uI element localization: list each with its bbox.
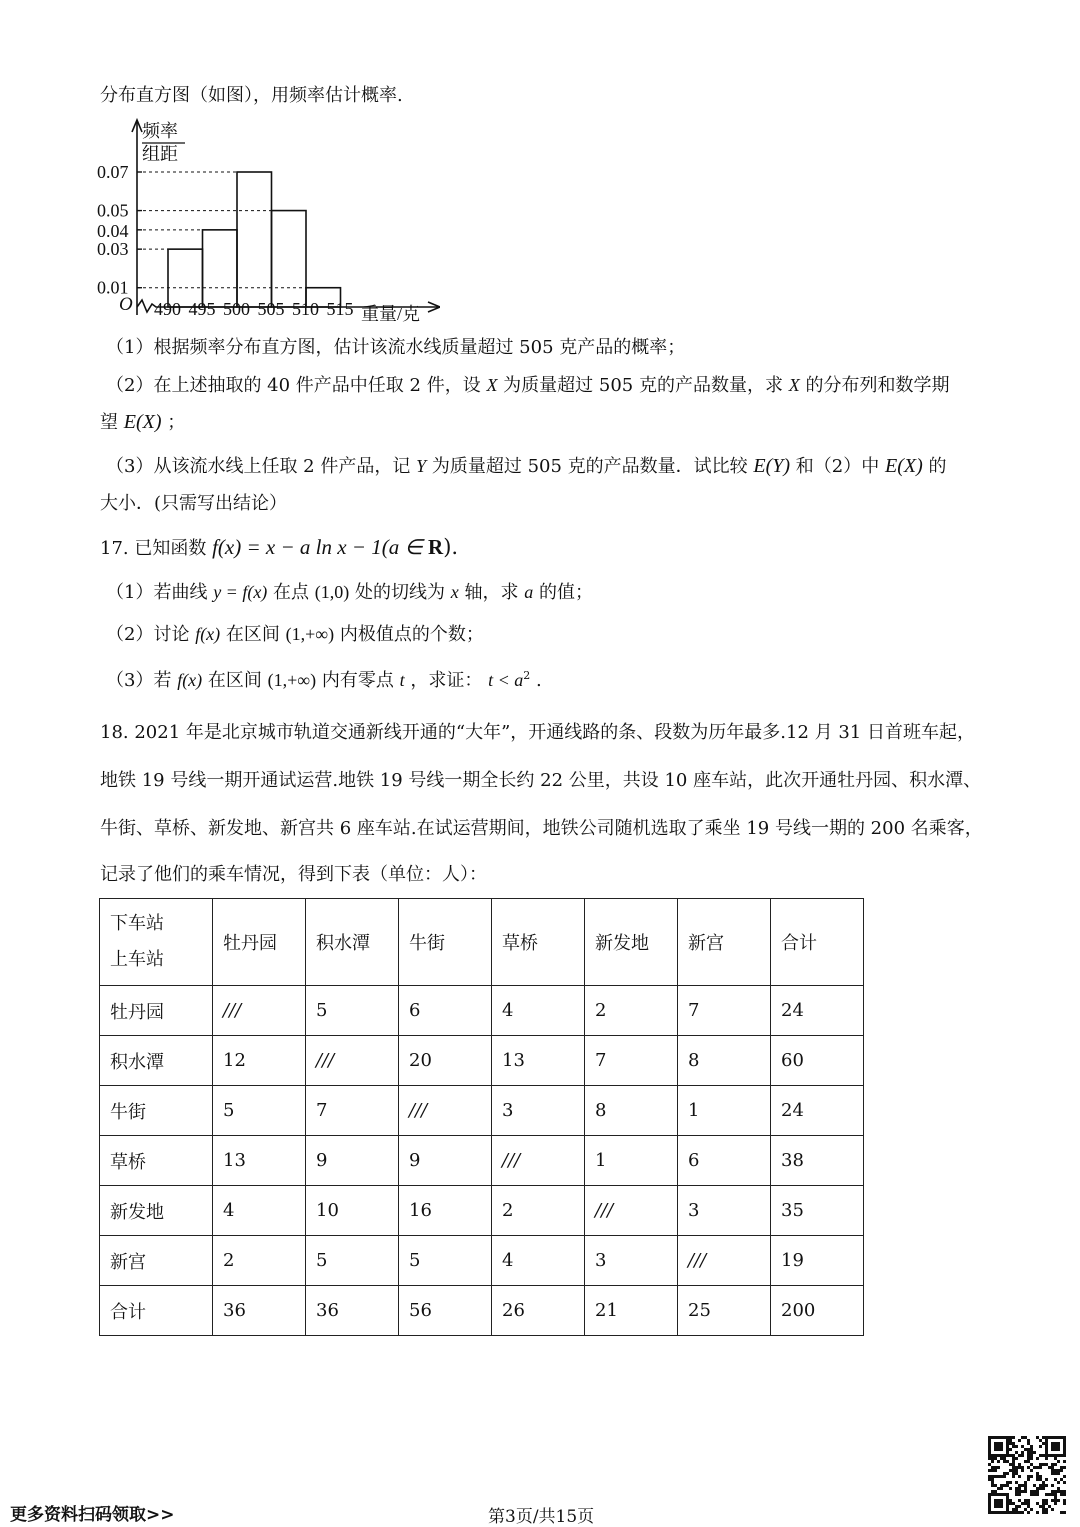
table-cell: /// — [678, 1236, 771, 1286]
row-label: 牡丹园 — [100, 986, 213, 1036]
q17-p2-b: 在区间 — [225, 624, 280, 645]
table-cell: 6 — [678, 1136, 771, 1186]
table-cell: 1 — [585, 1136, 678, 1186]
table-cell: 19 — [771, 1236, 864, 1286]
table-row — [100, 986, 864, 1036]
row-label: 新宫 — [100, 1236, 213, 1286]
var-t: t — [399, 670, 405, 690]
q17-stem — [100, 535, 458, 561]
row-label: 积水潭 — [100, 1036, 213, 1086]
q17-p1-d: 轴，求 — [464, 582, 519, 603]
table-cell: 13 — [492, 1036, 585, 1086]
table-row — [100, 1286, 864, 1336]
x-tick-label: 495 — [188, 299, 216, 319]
histogram-bar — [237, 172, 272, 307]
q18-line1: 18. 2021 年是北京城市轨道交通新线开通的“大年”，开通线路的条、段数为历年最多.12 月 31 日首班车起， — [100, 722, 975, 743]
table-cell: 10 — [306, 1186, 399, 1236]
table-row — [100, 1136, 864, 1186]
table-header-cell: 牡丹园 — [213, 899, 306, 986]
table-cell: 4 — [492, 986, 585, 1036]
q18-line3: 牛街、草桥、新发地、新宫共 6 座车站.在试运营期间，地铁公司随机选取了乘坐 19 号线一期的 200 名乘客， — [100, 818, 983, 839]
q16-part2-line1 — [106, 373, 949, 398]
fx: f(x) — [177, 670, 203, 690]
interval: (1,+∞) — [285, 624, 335, 644]
table-header-cell: 合计 — [771, 899, 864, 986]
real-set-symbol: R — [428, 535, 444, 559]
x-tick-label: 500 — [223, 299, 250, 319]
q17-p3-c: 内有零点 — [321, 670, 394, 691]
table-cell: 5 — [399, 1236, 492, 1286]
q17-p2-c: 内极值点的个数； — [339, 624, 484, 645]
table-cell: 5 — [213, 1086, 306, 1136]
corner-top: 下车站 — [110, 913, 164, 934]
table-header-cell: 积水潭 — [306, 899, 399, 986]
q17-p1-b: 在点 — [273, 582, 310, 603]
x-tick-label: 515 — [326, 299, 354, 319]
q16-p3-a: （3）从该流水线上任取 2 件产品，记 — [106, 456, 411, 477]
q16-part1: （1）根据频率分布直方图，估计该流水线质量超过 505 克产品的概率； — [106, 337, 686, 358]
table-cell: /// — [399, 1086, 492, 1136]
q16-p3-b: 为质量超过 505 克的产品数量．试比较 — [431, 456, 748, 477]
table-header-row — [100, 899, 864, 986]
y-tick-label: 0.07 — [97, 162, 129, 182]
x-tick-label: 510 — [292, 299, 319, 319]
table-cell: 36 — [213, 1286, 306, 1336]
table-cell: 3 — [492, 1086, 585, 1136]
q16-p3-d: 的 — [928, 456, 947, 477]
histogram-bar — [203, 230, 238, 307]
table-cell: /// — [585, 1186, 678, 1236]
y-tick-label: 0.05 — [97, 200, 129, 221]
q17-p1-c: 处的切线为 — [355, 582, 446, 603]
y-tick-label: 0.01 — [97, 277, 129, 298]
table-row — [100, 1036, 864, 1086]
table-cell: 6 — [399, 986, 492, 1036]
table-header-cell: 牛街 — [399, 899, 492, 986]
q17-p1-e: 的值； — [538, 582, 593, 603]
q16-part3-line2: 大小．(只需写出结论） — [100, 493, 288, 514]
table-cell: 7 — [585, 1036, 678, 1086]
table-cell: 24 — [771, 1086, 864, 1136]
y-tick-label: 0.04 — [97, 220, 129, 241]
q16-p2-a: （2）在上述抽取的 40 件产品中任取 2 件，设 — [106, 375, 481, 396]
q17-p3-d: ，求证： — [410, 670, 483, 691]
fx: f(x) — [195, 624, 221, 644]
q17-part3 — [106, 664, 542, 693]
table-cell: 3 — [678, 1186, 771, 1236]
table-cell: 35 — [771, 1186, 864, 1236]
q17-p3-b: 在区间 — [207, 670, 262, 691]
var-y: Y — [416, 456, 427, 476]
inequality: t < a — [488, 670, 524, 690]
var-a: a — [524, 582, 534, 602]
table-row — [100, 1236, 864, 1286]
table-header-cell: 草桥 — [492, 899, 585, 986]
table-header-cell: 新宫 — [678, 899, 771, 986]
ylabel-top: 频率 — [142, 121, 178, 141]
table-cell: 5 — [306, 1236, 399, 1286]
table-cell: 24 — [771, 986, 864, 1036]
table-cell: /// — [213, 986, 306, 1036]
var-x: X — [788, 375, 800, 395]
table-cell: 3 — [585, 1236, 678, 1286]
table-cell: 5 — [306, 986, 399, 1036]
frequency-histogram — [90, 112, 440, 327]
table-cell: 8 — [678, 1036, 771, 1086]
interval: (1,+∞) — [267, 670, 317, 690]
origin-label: O — [119, 294, 133, 315]
q16-part2-line2 — [100, 410, 185, 435]
table-cell: 60 — [771, 1036, 864, 1086]
table-cell: 20 — [399, 1036, 492, 1086]
q17-part2 — [106, 622, 484, 647]
q18-line4: 记录了他们的乘车情况，得到下表（单位：人）： — [100, 864, 487, 885]
q16-part3-line1 — [106, 454, 946, 479]
table-cell: 12 — [213, 1036, 306, 1086]
ylabel-bottom: 组距 — [142, 144, 178, 164]
table-cell: 16 — [399, 1186, 492, 1236]
q17-p3-a: （3）若 — [106, 670, 172, 691]
table-cell: 38 — [771, 1136, 864, 1186]
exponent: 2 — [523, 669, 531, 682]
table-row — [100, 1086, 864, 1136]
q17-part1 — [106, 580, 593, 605]
table-cell: /// — [306, 1036, 399, 1086]
point-1-0: (1,0) — [314, 582, 350, 602]
table-cell: 200 — [771, 1286, 864, 1336]
table-cell: 56 — [399, 1286, 492, 1336]
intro-line: 分布直方图（如图），用频率估计概率. — [100, 85, 403, 106]
x-tick-label: 505 — [257, 299, 285, 319]
x-tick-label: 490 — [154, 299, 181, 319]
table-cell: 36 — [306, 1286, 399, 1336]
table-cell: 25 — [678, 1286, 771, 1336]
row-label: 合计 — [100, 1286, 213, 1336]
q17-stem-end: ). — [443, 535, 459, 559]
table-cell: 2 — [213, 1236, 306, 1286]
q16-p2-b: 为质量超过 505 克的产品数量，求 — [503, 375, 783, 396]
q17-p1-a: （1）若曲线 — [106, 582, 208, 603]
table-cell: 2 — [492, 1186, 585, 1236]
table-cell: 26 — [492, 1286, 585, 1336]
table-cell: 13 — [213, 1136, 306, 1186]
xlabel: 重量/克 — [361, 304, 421, 324]
q16-p3-c: 和（2）中 — [795, 456, 880, 477]
table-cell: 4 — [213, 1186, 306, 1236]
table-cell: 8 — [585, 1086, 678, 1136]
q18-line2: 地铁 19 号线一期开通试运营.地铁 19 号线一期全长约 22 公里，共设 10 座车站，此次开通牡丹园、积水潭、 — [100, 770, 982, 791]
qr-code — [988, 1436, 1066, 1514]
histogram-bar — [272, 211, 307, 307]
table-cell: 7 — [306, 1086, 399, 1136]
table-cell: /// — [492, 1136, 585, 1186]
curve-formula: y = f(x) — [213, 582, 268, 602]
corner-bottom: 上车站 — [110, 949, 164, 970]
q16-p2-e: ； — [167, 412, 186, 433]
table-cell: 9 — [399, 1136, 492, 1186]
q16-p2-d: 望 — [100, 412, 118, 433]
q17-p2-a: （2）讨论 — [106, 624, 190, 645]
table-cell: 21 — [585, 1286, 678, 1336]
row-label: 新发地 — [100, 1186, 213, 1236]
row-label: 草桥 — [100, 1136, 213, 1186]
page-number: 第3页/共15页 — [488, 1507, 595, 1527]
passenger-table — [99, 898, 864, 1336]
var-x-axis: x — [450, 582, 459, 602]
table-cell: 4 — [492, 1236, 585, 1286]
y-tick-label: 0.03 — [97, 239, 129, 260]
table-corner-cell — [100, 899, 213, 986]
q17-stem-a: 17. 已知函数 — [100, 538, 207, 559]
expectation-ex: E(X) — [123, 411, 162, 433]
table-header-cell: 新发地 — [585, 899, 678, 986]
q17-formula: f(x) = x − a ln x − 1(a ∈ — [212, 535, 429, 559]
q17-p3-end: . — [535, 670, 542, 691]
table-cell: 9 — [306, 1136, 399, 1186]
row-label: 牛街 — [100, 1086, 213, 1136]
q16-p2-c: 的分布列和数学期 — [805, 375, 950, 396]
table-cell: 1 — [678, 1086, 771, 1136]
table-row — [100, 1186, 864, 1236]
table-cell: 7 — [678, 986, 771, 1036]
footer-more-resources: 更多资料扫码领取>> — [10, 1505, 175, 1525]
var-x: X — [486, 375, 498, 395]
table-cell: 2 — [585, 986, 678, 1036]
expectation-ey: E(Y) — [753, 455, 791, 477]
expectation-ex: E(X) — [884, 455, 923, 477]
